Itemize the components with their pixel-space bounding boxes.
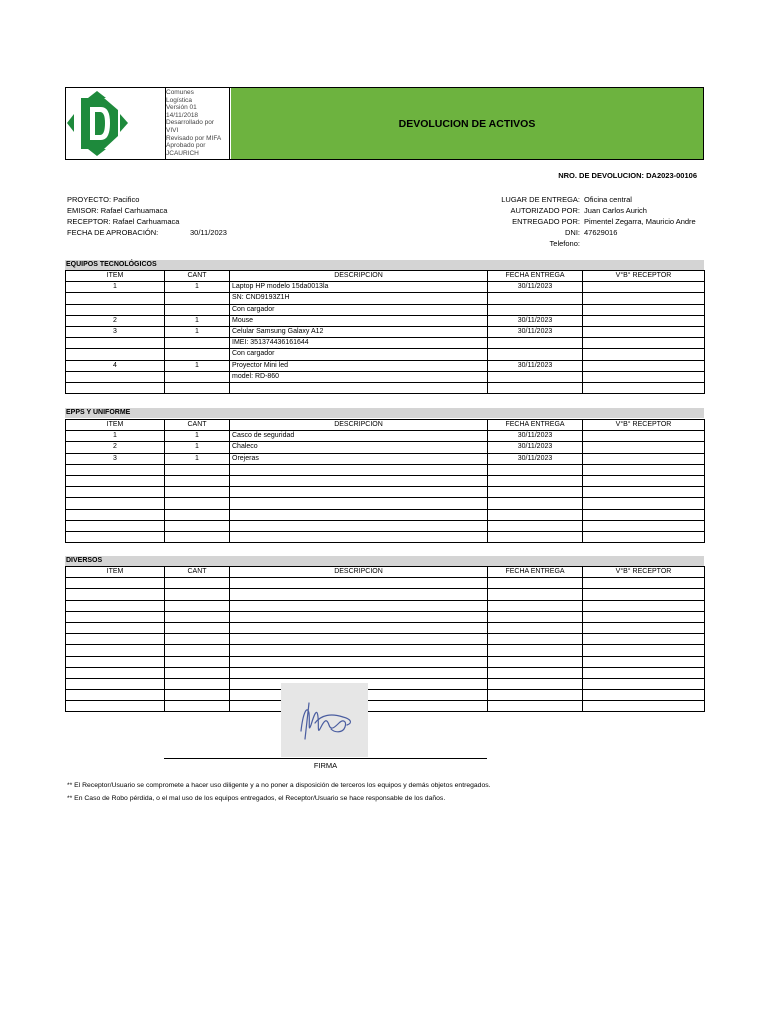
signature-line (164, 758, 487, 759)
table-cell (583, 349, 705, 360)
table-cell (165, 371, 230, 382)
table-cell (165, 645, 230, 656)
table-cell (230, 531, 488, 542)
table-cell (488, 611, 583, 622)
delivery-place-value: Oficina central (584, 195, 632, 204)
table-cell (583, 701, 705, 712)
table-row (66, 442, 705, 453)
table-cell (488, 578, 583, 589)
table-cell (488, 645, 583, 656)
table-row (66, 464, 705, 475)
document-header (65, 87, 704, 160)
table-cell (583, 442, 705, 453)
table-cell (583, 431, 705, 442)
approval-date-value: 30/11/2023 (190, 228, 227, 237)
table-cell (488, 371, 583, 382)
section-title-epps: EPPS Y UNIFORME (65, 408, 704, 418)
meta-line: VIVI (166, 126, 179, 134)
table-cell (165, 382, 230, 393)
table-row (66, 360, 705, 371)
table-cell (488, 667, 583, 678)
table-cell (583, 498, 705, 509)
table-cell (230, 509, 488, 520)
table-cell: Chaleco (230, 442, 488, 453)
table-cell (66, 611, 165, 622)
table-cell (488, 589, 583, 600)
table-cell (66, 520, 165, 531)
table-cell (66, 382, 165, 393)
table-cell (488, 304, 583, 315)
table-cell (230, 487, 488, 498)
project-field: PROYECTO: Pacifico (67, 195, 140, 204)
table-cell (488, 678, 583, 689)
table-cell (583, 315, 705, 326)
table-cell (165, 475, 230, 486)
table-row (66, 371, 705, 382)
table-cell: 1 (165, 315, 230, 326)
table-cell (165, 622, 230, 633)
section-title-diversos: DIVERSOS (65, 556, 704, 566)
table-cell (488, 475, 583, 486)
table-cell (230, 578, 488, 589)
table-cell (165, 464, 230, 475)
dni-value: 47629016 (584, 228, 618, 237)
table-cell (488, 656, 583, 667)
delivered-by-value: Pimentel Zegarra, Mauricio Andre (584, 217, 696, 226)
note-liability: ** En Caso de Robo pérdida, o el mal uso de los equipos entregados, el Receptor/Usuario se hace responsable de los daños. (67, 795, 446, 802)
table-cell: 1 (66, 431, 165, 442)
table-cell: 1 (165, 453, 230, 464)
column-header: ITEM (66, 567, 165, 578)
table-cell (66, 531, 165, 542)
column-header: CANT (165, 420, 230, 431)
table-header-row (66, 567, 705, 578)
table-cell: 1 (165, 282, 230, 293)
table-body (66, 567, 705, 712)
table-cell: 3 (66, 453, 165, 464)
table-cell: Proyector Mini led (230, 360, 488, 371)
meta-line: Desarrollado por (166, 119, 215, 127)
table-cell: 30/11/2023 (488, 431, 583, 442)
table-cell: Con cargador (230, 304, 488, 315)
table-cell (488, 690, 583, 701)
table-cell: SN: CND9193Z1H (230, 293, 488, 304)
table-cell: 30/11/2023 (488, 315, 583, 326)
table-cell (66, 645, 165, 656)
table-cell (230, 475, 488, 486)
return-number: NRO. DE DEVOLUCION: DA2023-00106 (558, 171, 697, 180)
table-epps (65, 419, 705, 543)
table-row (66, 382, 705, 393)
table-cell (230, 520, 488, 531)
table-cell (488, 634, 583, 645)
column-header: ITEM (66, 271, 165, 282)
table-cell: 30/11/2023 (488, 442, 583, 453)
table-cell (66, 293, 165, 304)
table-row (66, 487, 705, 498)
table-row (66, 326, 705, 337)
table-cell (583, 645, 705, 656)
table-cell: 4 (66, 360, 165, 371)
table-row (66, 315, 705, 326)
table-cell (488, 338, 583, 349)
table-cell (165, 589, 230, 600)
table-cell (230, 589, 488, 600)
table-row (66, 282, 705, 293)
table-cell: 1 (165, 326, 230, 337)
table-cell (583, 293, 705, 304)
table-row (66, 667, 705, 678)
table-cell (165, 634, 230, 645)
table-cell (230, 622, 488, 633)
dni-label: DNI: (565, 228, 580, 237)
column-header: FECHA ENTREGA (488, 420, 583, 431)
section-title-equipos: EQUIPOS TECNOLÓGICOS (65, 260, 704, 270)
table-row (66, 611, 705, 622)
table-row (66, 622, 705, 633)
table-cell (583, 678, 705, 689)
table-cell: 1 (165, 442, 230, 453)
meta-line: JCAURICH (166, 149, 199, 157)
table-cell (583, 282, 705, 293)
table-cell (583, 611, 705, 622)
table-cell (488, 498, 583, 509)
table-body (66, 420, 705, 543)
receptor-field: RECEPTOR: Rafael Carhuamaca (67, 217, 180, 226)
table-cell (488, 382, 583, 393)
table-cell (66, 475, 165, 486)
table-cell (583, 622, 705, 633)
table-cell (488, 464, 583, 475)
table-cell (165, 611, 230, 622)
signature-scribble (281, 683, 368, 757)
table-cell (66, 498, 165, 509)
table-cell (230, 600, 488, 611)
table-cell (165, 656, 230, 667)
logo-cell (66, 88, 166, 159)
table-cell (488, 509, 583, 520)
table-cell (66, 338, 165, 349)
meta-line: Logística (166, 96, 193, 104)
table-cell (583, 464, 705, 475)
column-header: FECHA ENTREGA (488, 271, 583, 282)
table-row (66, 701, 705, 712)
authorized-by-value: Juan Carlos Aurich (584, 206, 647, 215)
table-cell: 30/11/2023 (488, 326, 583, 337)
table-equipos (65, 270, 705, 394)
meta-line: Aprobado por (166, 142, 206, 150)
table-cell (165, 304, 230, 315)
table-cell (230, 634, 488, 645)
table-cell: Celular Samsung Galaxy A12 (230, 326, 488, 337)
table-cell (66, 634, 165, 645)
table-cell (165, 349, 230, 360)
table-cell (66, 464, 165, 475)
document-meta (165, 88, 230, 159)
table-cell (583, 578, 705, 589)
table-header-row (66, 420, 705, 431)
table-cell: Casco de seguridad (230, 431, 488, 442)
column-header: DESCRIPCION (230, 420, 488, 431)
note-usage: ** El Receptor/Usuario se compromete a hacer uso diligente y a no poner a disposición de terceros los equipos y demás objetos entregados. (67, 782, 491, 789)
table-cell (583, 509, 705, 520)
table-header-row (66, 271, 705, 282)
table-cell (230, 656, 488, 667)
table-cell (165, 293, 230, 304)
table-row (66, 338, 705, 349)
meta-line: 14/11/2018 (166, 111, 199, 119)
table-row (66, 645, 705, 656)
table-cell (488, 622, 583, 633)
authorized-by-label: AUTORIZADO POR: (510, 206, 580, 215)
table-cell: 2 (66, 315, 165, 326)
table-cell (583, 600, 705, 611)
table-cell (583, 589, 705, 600)
table-cell (583, 326, 705, 337)
table-cell (488, 487, 583, 498)
table-diversos (65, 566, 705, 712)
table-cell (583, 531, 705, 542)
table-cell (165, 338, 230, 349)
table-cell (66, 678, 165, 689)
table-row (66, 349, 705, 360)
table-cell (66, 371, 165, 382)
table-cell: 1 (165, 360, 230, 371)
column-header: DESCRIPCION (230, 567, 488, 578)
table-cell (583, 371, 705, 382)
column-header: ITEM (66, 420, 165, 431)
table-row (66, 498, 705, 509)
table-row (66, 600, 705, 611)
table-cell: Mouse (230, 315, 488, 326)
table-cell (488, 701, 583, 712)
table-row (66, 475, 705, 486)
table-cell (230, 667, 488, 678)
table-cell (583, 634, 705, 645)
table-cell: Con cargador (230, 349, 488, 360)
table-cell (488, 520, 583, 531)
table-cell (230, 645, 488, 656)
table-cell (165, 690, 230, 701)
table-row (66, 634, 705, 645)
column-header: DESCRIPCION (230, 271, 488, 282)
table-row (66, 293, 705, 304)
table-cell (583, 667, 705, 678)
table-cell (165, 667, 230, 678)
table-cell: 30/11/2023 (488, 360, 583, 371)
company-logo (66, 88, 165, 159)
column-header: CANT (165, 567, 230, 578)
table-cell (488, 531, 583, 542)
table-cell (165, 487, 230, 498)
table-row (66, 678, 705, 689)
meta-line: Revisado por MIFA (166, 134, 222, 142)
phone-label: Telefono: (549, 239, 580, 248)
delivered-by-label: ENTREGADO POR: (512, 217, 580, 226)
emisor-field: EMISOR: Rafael Carhuamaca (67, 206, 168, 215)
table-body (66, 271, 705, 394)
delivery-place-label: LUGAR DE ENTREGA: (501, 195, 580, 204)
table-cell (488, 349, 583, 360)
table-cell (165, 509, 230, 520)
table-cell: 1 (165, 431, 230, 442)
table-cell (165, 678, 230, 689)
table-cell (66, 600, 165, 611)
column-header: V°B° RECEPTOR (583, 271, 705, 282)
table-cell (583, 690, 705, 701)
table-cell (165, 531, 230, 542)
table-cell (230, 611, 488, 622)
approval-date-label: FECHA DE APROBACIÓN: (67, 228, 159, 237)
table-cell: 30/11/2023 (488, 453, 583, 464)
table-cell (583, 453, 705, 464)
table-cell (583, 475, 705, 486)
table-row (66, 589, 705, 600)
signature-image (281, 683, 368, 757)
table-cell (230, 498, 488, 509)
table-cell: 30/11/2023 (488, 282, 583, 293)
meta-line: Comunes (166, 89, 194, 96)
table-row (66, 509, 705, 520)
table-row (66, 578, 705, 589)
table-cell (488, 600, 583, 611)
table-cell: IMEI: 351374436161644 (230, 338, 488, 349)
table-cell: Orejeras (230, 453, 488, 464)
table-cell (66, 690, 165, 701)
table-cell: Laptop HP modelo 15da0013la (230, 282, 488, 293)
table-cell (66, 701, 165, 712)
table-cell (230, 382, 488, 393)
table-cell: model: RD-860 (230, 371, 488, 382)
table-cell: 1 (66, 282, 165, 293)
table-row (66, 304, 705, 315)
table-cell (583, 520, 705, 531)
table-row (66, 531, 705, 542)
table-cell (583, 382, 705, 393)
table-cell (165, 701, 230, 712)
table-row (66, 656, 705, 667)
table-cell (583, 360, 705, 371)
table-cell: 2 (66, 442, 165, 453)
table-cell (165, 498, 230, 509)
table-cell (583, 656, 705, 667)
document-title: DEVOLUCION DE ACTIVOS (231, 88, 703, 159)
table-cell (66, 349, 165, 360)
column-header: V°B° RECEPTOR (583, 420, 705, 431)
column-header: CANT (165, 271, 230, 282)
table-cell (66, 667, 165, 678)
table-row (66, 520, 705, 531)
table-cell (66, 589, 165, 600)
table-cell (66, 487, 165, 498)
column-header: FECHA ENTREGA (488, 567, 583, 578)
table-cell: 3 (66, 326, 165, 337)
signature-label: FIRMA (313, 761, 338, 770)
table-cell (66, 656, 165, 667)
table-cell (488, 293, 583, 304)
table-cell (165, 520, 230, 531)
table-cell (165, 578, 230, 589)
table-cell (583, 304, 705, 315)
table-cell (66, 509, 165, 520)
table-row (66, 453, 705, 464)
table-row (66, 690, 705, 701)
table-cell (583, 338, 705, 349)
table-cell (66, 304, 165, 315)
column-header: V°B° RECEPTOR (583, 567, 705, 578)
meta-line: Versión 01 (166, 104, 197, 112)
table-cell (66, 622, 165, 633)
table-row (66, 431, 705, 442)
table-cell (230, 464, 488, 475)
table-cell (66, 578, 165, 589)
table-cell (165, 600, 230, 611)
table-cell (583, 487, 705, 498)
